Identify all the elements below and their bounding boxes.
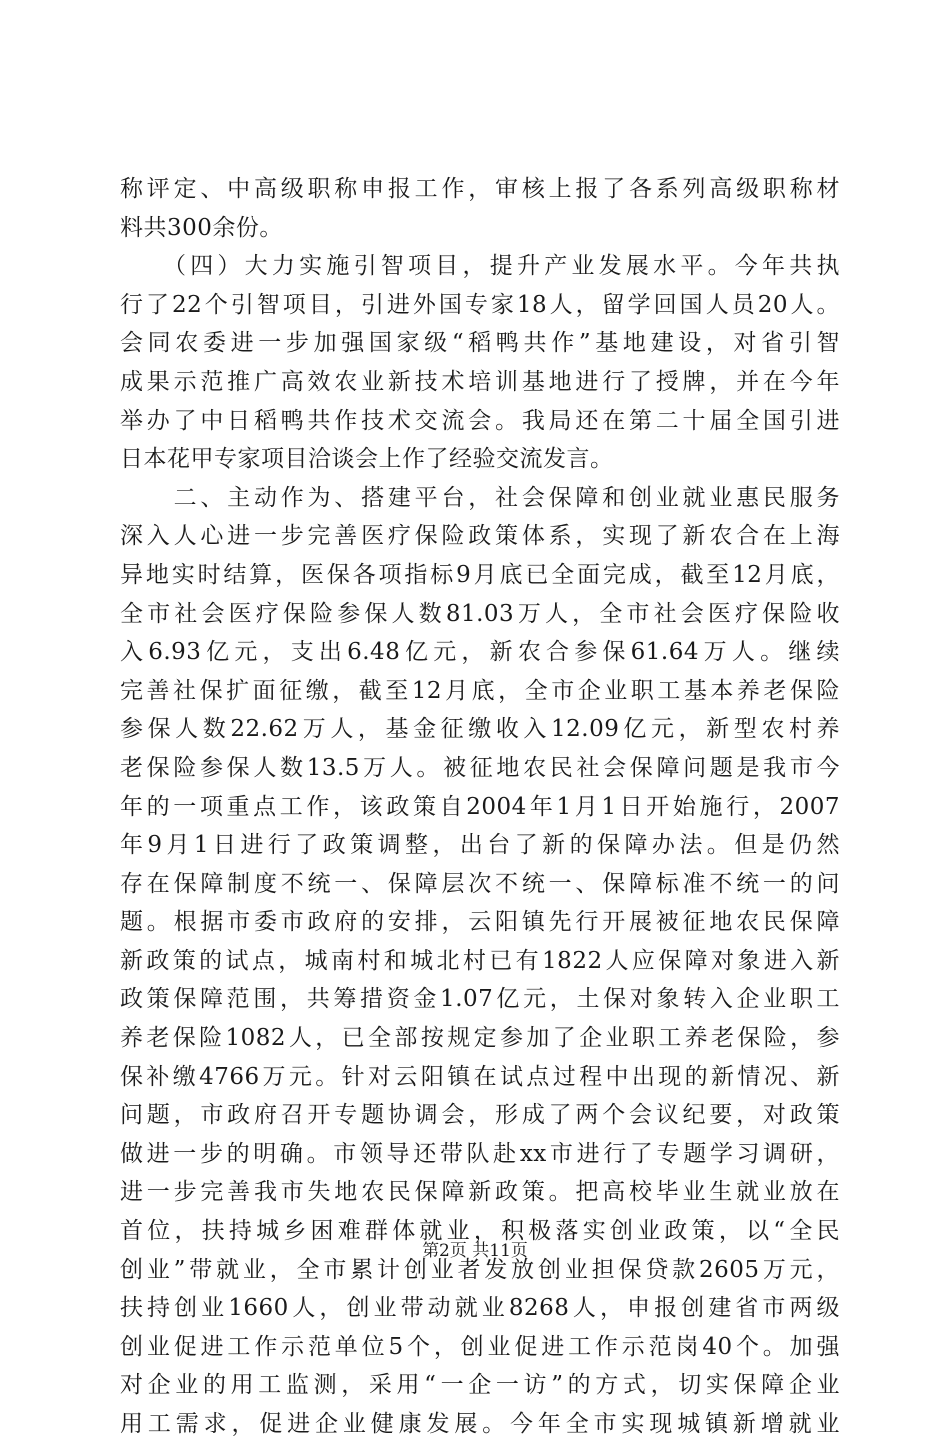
text-line: 养老保险1082人，已全部按规定参加了企业职工养老保险，参: [120, 1025, 840, 1052]
page-footer: 第2页 共11页: [422, 1241, 528, 1261]
text-line: 二、主动作为、搭建平台，社会保障和创业就业惠民服务: [120, 484, 840, 511]
text-line: 举办了中日稻鸭共作技术交流会。我局还在第二十届全国引进: [120, 407, 840, 434]
text-line: 入6.93亿元，支出6.48亿元，新农合参保61.64万人。继续: [120, 639, 840, 666]
text-line: 行了22个引智项目，引进外国专家18人，留学回国人员20人。: [120, 291, 840, 318]
text-line: 保补缴4766万元。针对云阳镇在试点过程中出现的新情况、新: [120, 1063, 840, 1090]
text-line: 老保险参保人数13.5万人。被征地农民社会保障问题是我市今: [120, 754, 840, 781]
text-line: 做进一步的明确。市领导还带队赴xx市进行了专题学习调研，: [120, 1140, 840, 1167]
text-line: 全市社会医疗保险参保人数81.03万人，全市社会医疗保险收: [120, 600, 840, 627]
text-line: 存在保障制度不统一、保障层次不统一、保障标准不统一的问: [120, 870, 840, 897]
text-line: 日本花甲专家项目洽谈会上作了经验交流发言。: [120, 446, 614, 473]
text-line: 进一步完善我市失地农民保障新政策。把高校毕业生就业放在: [120, 1179, 840, 1206]
text-line: 完善社保扩面征缴，截至12月底，全市企业职工基本养老保险: [120, 677, 840, 704]
text-line: 政策保障范围，共筹措资金1.07亿元，土保对象转入企业职工: [120, 986, 840, 1013]
text-line: 创业促进工作示范单位5个，创业促进工作示范岗40个。加强: [120, 1333, 840, 1360]
text-line: 新政策的试点，城南村和城北村已有1822人应保障对象进入新: [120, 947, 840, 974]
text-line: 会同农委进一步加强国家级“稻鸭共作”基地建设，对省引智: [120, 330, 840, 357]
text-line: 年9月1日进行了政策调整，出台了新的保障办法。但是仍然: [120, 832, 840, 859]
text-line: 称评定、中高级职称申报工作，审核上报了各系列高级职称材: [120, 176, 840, 202]
text-line: 扶持创业1660人，创业带动就业8268人，申报创建省市两级: [120, 1295, 840, 1322]
text-line: 用工需求，促进企业健康发展。今年全市实现城镇新增就业: [120, 1411, 840, 1437]
text-line: 对企业的用工监测，采用“一企一访”的方式，切实保障企业: [120, 1372, 840, 1399]
text-line: 首位，扶持城乡困难群体就业，积极落实创业政策，以“全民: [120, 1218, 840, 1245]
text-line: 参保人数22.62万人，基金征缴收入12.09亿元，新型农村养: [120, 716, 840, 743]
text-line: 料共300余份。: [120, 214, 283, 241]
text-line: 问题，市政府召开专题协调会，形成了两个会议纪要，对政策: [120, 1102, 840, 1129]
text-line: 创业”带就业，全市累计创业者发放创业担保贷款2605万元，: [120, 1256, 840, 1283]
text-line: 年的一项重点工作，该政策自2004年1月1日开始施行，2007: [120, 793, 840, 820]
text-line: 深入人心进一步完善医疗保险政策体系，实现了新农合在上海: [120, 523, 840, 550]
text-line: 异地实时结算，医保各项指标9月底已全面完成，截至12月底，: [120, 561, 840, 588]
text-line: 成果示范推广高效农业新技术培训基地进行了授牌，并在今年: [120, 368, 840, 395]
text-line: （四）大力实施引智项目，提升产业发展水平。今年共执: [120, 253, 840, 280]
text-line: 题。根据市委市政府的安排，云阳镇先行开展被征地农民保障: [120, 909, 840, 936]
